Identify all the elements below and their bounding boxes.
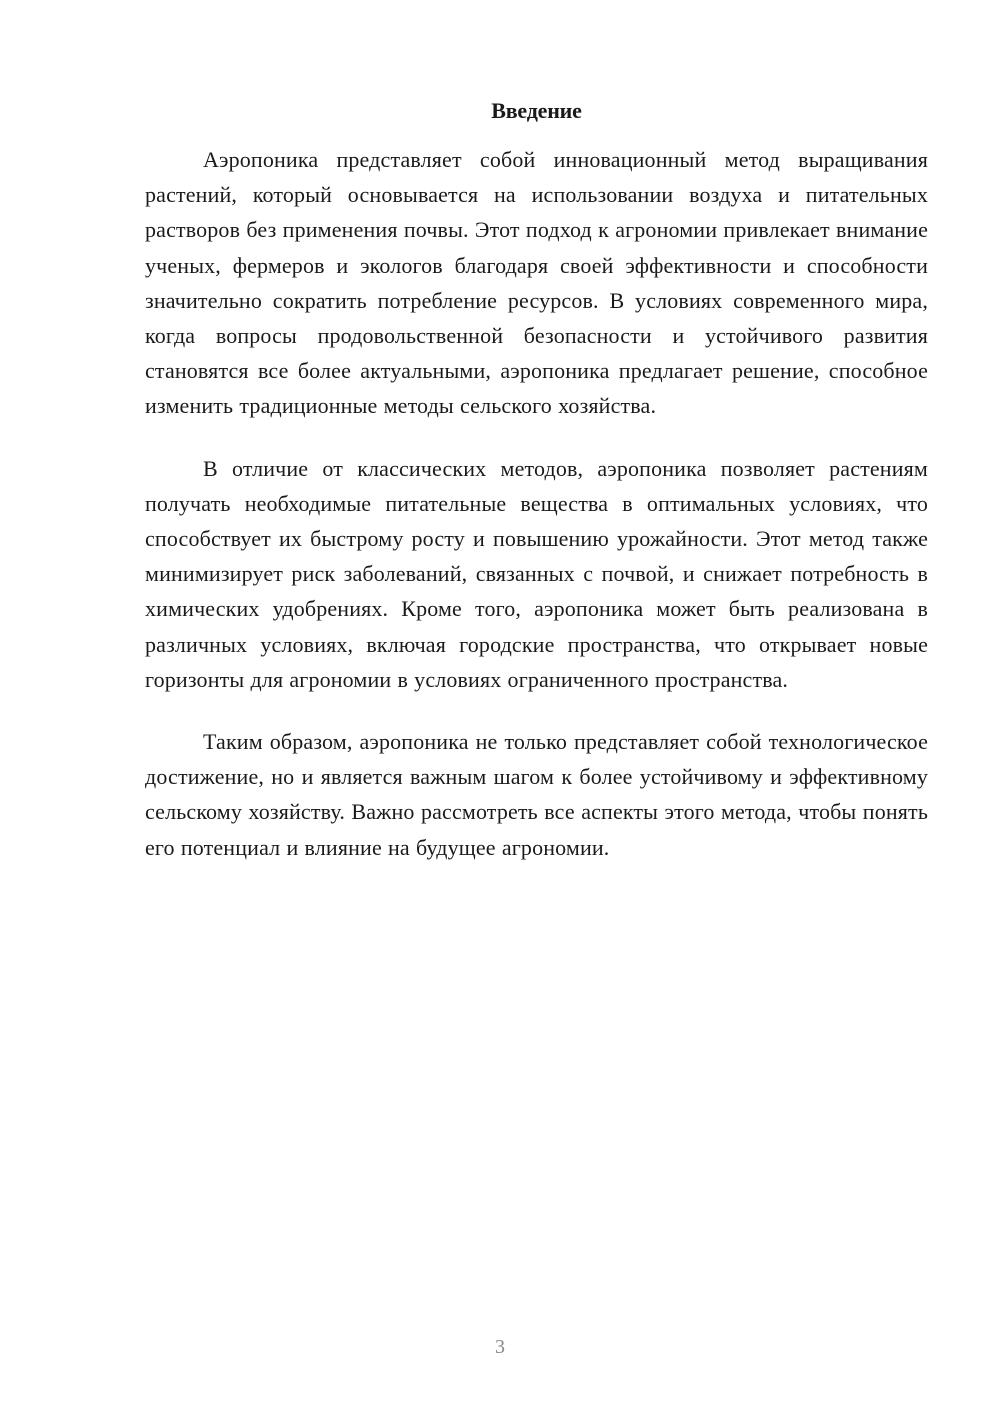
paragraph-1: Аэропоника представляет собой инновационный метод выращивания растений, который основывается на использовании воздуха и питательных растворов без применения почвы. Этот подход к агрономии привлекает внимание ученых, фермеров и экологов благодаря своей эффективности и способности значительно сократить потребление ресурсов. В условиях современного мира, когда вопросы продовольственной безопасности и устойчивого развития становятся все более актуальными, аэропоника предлагает решение, способное изменить традиционные методы сельского хозяйства. (145, 147, 928, 419)
body-text (145, 142, 928, 892)
section-title: Введение (491, 98, 582, 123)
paragraph-2: В отличие от классических методов, аэропоника позволяет растениям получать необходимые питательные вещества в оптимальных условиях, что способствует их быстрому росту и повышению урожайности. Этот метод также минимизирует риск заболеваний, связанных с почвой, и снижает потребность в химических удобрениях. Кроме того, аэропоника может быть реализована в различных условиях, включая городские пространства, что открывает новые горизонты для агрономии в условиях ограниченного пространства. (145, 455, 928, 692)
page-number: 3 (495, 1336, 505, 1358)
paragraph-3: Таким образом, аэропоника не только представляет собой технологическое достижение, но и является важным шагом к более устойчивому и эффективному сельскому хозяйству. Важно рассмотреть все аспекты этого метода, чтобы понять его потенциал и влияние на будущее агрономии. (145, 729, 928, 860)
